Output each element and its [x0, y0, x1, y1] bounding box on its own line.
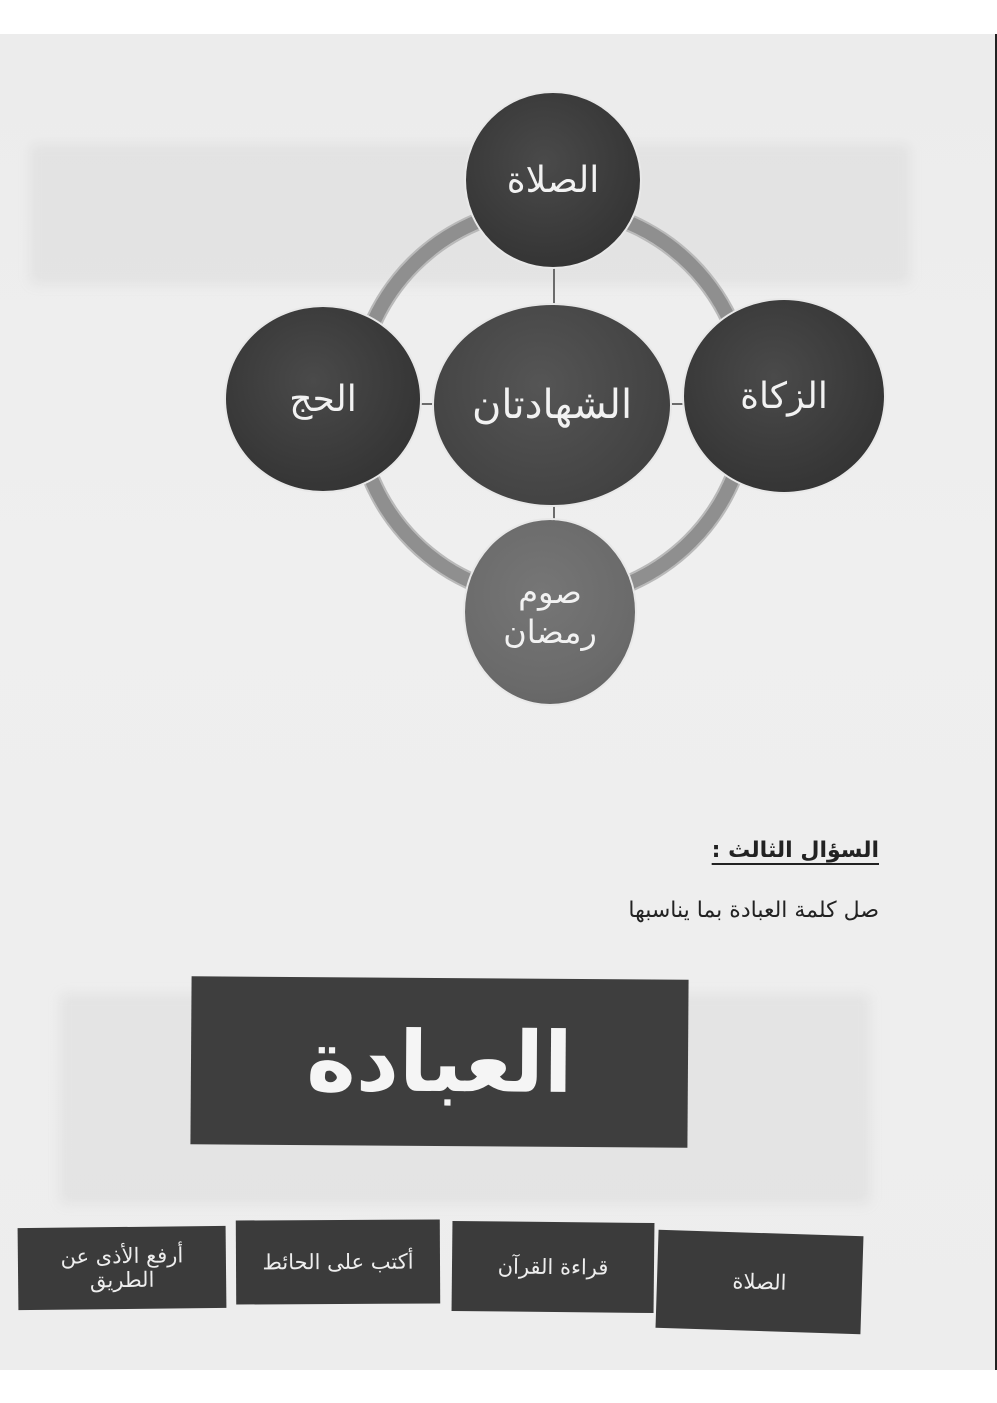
pillar-prayer-label: الصلاة — [506, 159, 600, 201]
worship-word-box[interactable] — [190, 976, 688, 1147]
connector-top — [553, 268, 555, 306]
question-instruction: صل كلمة العبادة بما يناسبها — [628, 898, 879, 923]
pillar-fasting-circle — [465, 520, 635, 704]
pillar-shahada-circle — [434, 305, 670, 505]
connector-left — [420, 403, 434, 405]
connector-bottom — [553, 505, 555, 521]
pillar-fasting-line1: صوم — [518, 573, 582, 611]
option-write-on-wall-label: أكتب على الحائط — [262, 1249, 414, 1275]
option-prayer[interactable] — [656, 1230, 864, 1334]
option-remove-harm-label — [60, 1243, 183, 1293]
option-prayer-label: الصلاة — [732, 1269, 787, 1295]
pillar-hajj-circle — [226, 307, 420, 491]
question-heading: السؤال الثالث : — [711, 838, 879, 863]
pillar-zakat-label: الزكاة — [740, 375, 828, 417]
pillar-zakat-circle — [684, 300, 884, 492]
option-write-on-wall[interactable] — [236, 1219, 440, 1304]
option-remove-harm-line2: الطريق — [89, 1267, 155, 1293]
pillar-shahada-label: الشهادتان — [471, 382, 633, 428]
option-reading-quran-label: قراءة القرآن — [497, 1254, 609, 1280]
pillar-prayer-circle — [466, 93, 640, 267]
connector-right — [670, 403, 684, 405]
worship-word-label: العبادة — [306, 1012, 573, 1112]
option-reading-quran[interactable] — [452, 1221, 655, 1313]
option-remove-harm-line1: أرفع الأذى عن — [60, 1243, 184, 1269]
pillar-fasting-label — [503, 572, 597, 652]
pillar-hajj-label: الحج — [289, 378, 357, 420]
option-remove-harm[interactable] — [18, 1226, 227, 1310]
pillar-fasting-line2: رمضان — [503, 613, 597, 651]
